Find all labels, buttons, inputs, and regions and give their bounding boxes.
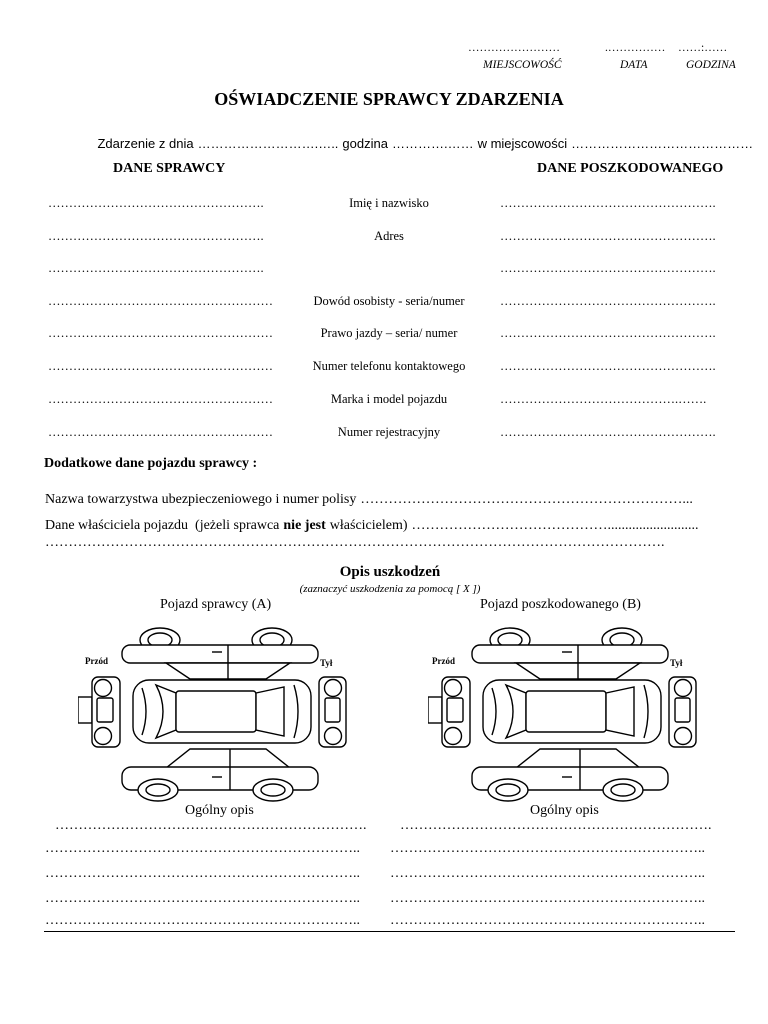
- perpetrator-field-dots: …………………………………………….: [48, 261, 264, 275]
- perpetrator-field-dots: ………………………………………………: [48, 294, 273, 308]
- row-label: Imię i nazwisko: [349, 196, 429, 210]
- vehicle-a-description-line: …………………………………………………………..: [45, 913, 360, 928]
- vehicle-a-front-label: Przód: [85, 656, 108, 666]
- injured-field-dots: …………………………………………….: [500, 425, 716, 439]
- vehicle-a-diagram: [78, 628, 346, 801]
- owner-label-emphasis: nie jest: [283, 518, 326, 533]
- injured-field-dots: …………………………………………….: [500, 359, 716, 373]
- place-dots: ……………………: [468, 42, 560, 54]
- injured-field-dots: …………………………………………….: [500, 261, 716, 275]
- incident-place-label: w miejscowości: [477, 136, 568, 151]
- vehicle-a-description-line: …………………………………………………………..: [45, 891, 360, 906]
- vehicle-b-description-line: ………………………………………………………….: [400, 818, 712, 833]
- vehicle-b-front-label: Przód: [432, 656, 455, 666]
- vehicle-a-description-line: …………………………………………………………..: [45, 866, 360, 881]
- car-diagrams: [0, 625, 768, 805]
- insurer-label: Nazwa towarzystwa ubezpieczeniowego i numer polisy: [45, 492, 357, 507]
- row-label: Numer rejestracyjny: [337, 425, 441, 439]
- vehicle-b-general-label: Ogólny opis: [530, 803, 599, 818]
- vehicle-b-title: Pojazd poszkodowanego (B): [480, 597, 641, 612]
- incident-time-label: godzina: [342, 136, 388, 151]
- date-label: DATA: [620, 59, 648, 71]
- incident-time-dots: ………….……: [391, 136, 474, 151]
- data-row: [0, 195, 768, 211]
- vehicle-b-description-line: …………………………………………………………..: [390, 866, 705, 881]
- extra-dots: …………………………………………………………………………………………………………………….: [45, 535, 665, 550]
- injured-field-dots: …………………………………….…….: [500, 392, 707, 406]
- owner-label: Dane właściciela pojazdu (jeżeli sprawca: [45, 518, 280, 533]
- vehicle-b-description-line: …………………………………………………………..: [390, 913, 705, 928]
- injured-heading: DANE POSZKODOWANEGO: [537, 161, 724, 176]
- insurer-line: [45, 493, 693, 507]
- vehicle-b-description-line: …………………………………………………………..: [390, 841, 705, 856]
- vehicle-b-description-line: …………………………………………………………..: [390, 891, 705, 906]
- time-label: GODZINA: [686, 59, 736, 71]
- row-label: Prawo jazdy – seria/ numer: [320, 326, 458, 340]
- vehicle-a-rear-label: Tył: [320, 658, 333, 668]
- injured-field-dots: …………………………………………….: [500, 196, 716, 210]
- data-row: [0, 358, 768, 374]
- vehicle-b-diagram: [428, 628, 696, 801]
- incident-date-label: Zdarzenie z dnia: [97, 136, 194, 151]
- bottom-rule: [44, 931, 735, 932]
- data-row: [0, 325, 768, 341]
- perpetrator-heading: DANE SPRAWCY: [113, 161, 226, 176]
- perpetrator-field-dots: ………………………………………………: [48, 326, 273, 340]
- row-label: Marka i model pojazdu: [330, 392, 448, 406]
- row-label: Adres: [374, 229, 404, 243]
- damage-heading: Opis uszkodzeń: [339, 564, 441, 580]
- data-row: [0, 260, 768, 276]
- perpetrator-field-dots: ………………………………………………: [48, 425, 273, 439]
- perpetrator-field-dots: ………………………………………………: [48, 392, 273, 406]
- page-title: OŚWIADCZENIE SPRAWCY ZDARZENIA: [214, 89, 564, 109]
- incident-line: [83, 124, 753, 163]
- owner-dots: ……………………………………..........................: [411, 518, 699, 533]
- injured-field-dots: …………………………………………….: [500, 294, 716, 308]
- vehicle-a-title: Pojazd sprawcy (A): [160, 597, 272, 612]
- insurer-dots: ……………………………………………………………...: [360, 492, 693, 507]
- row-label: Dowód osobisty - seria/numer: [313, 294, 465, 308]
- injured-field-dots: …………………………………………….: [500, 326, 716, 340]
- vehicle-a-general-label: Ogólny opis: [185, 803, 254, 818]
- vehicle-a-description-line: ………………………………………………………….: [55, 818, 367, 833]
- damage-instruction: (zaznaczyć uszkodzenia za pomocą [ X ]): [299, 583, 481, 595]
- data-row: [0, 391, 768, 407]
- incident-place-dots: ……………………………………: [571, 136, 754, 151]
- row-label: Numer telefonu kontaktowego: [312, 359, 466, 373]
- owner-label-end: właścicielem): [329, 518, 408, 533]
- vehicle-a-description-line: …………………………………………………………..: [45, 841, 360, 856]
- injured-field-dots: …………………………………………….: [500, 229, 716, 243]
- time-dots: ……:……: [678, 42, 728, 54]
- date-dots: .……………: [605, 42, 666, 54]
- place-label: MIEJSCOWOŚĆ: [483, 59, 562, 71]
- data-row: [0, 424, 768, 440]
- perpetrator-field-dots: …………………………………………….: [48, 196, 264, 210]
- data-row: [0, 228, 768, 244]
- perpetrator-field-dots: ………………………………………………: [48, 359, 273, 373]
- additional-heading: Dodatkowe dane pojazdu sprawcy :: [44, 456, 258, 471]
- owner-line: [45, 519, 699, 533]
- vehicle-b-rear-label: Tył: [670, 658, 683, 668]
- data-row: [0, 293, 768, 309]
- incident-date-dots: ……………………….…..: [197, 136, 339, 151]
- perpetrator-field-dots: …………………………………………….: [48, 229, 264, 243]
